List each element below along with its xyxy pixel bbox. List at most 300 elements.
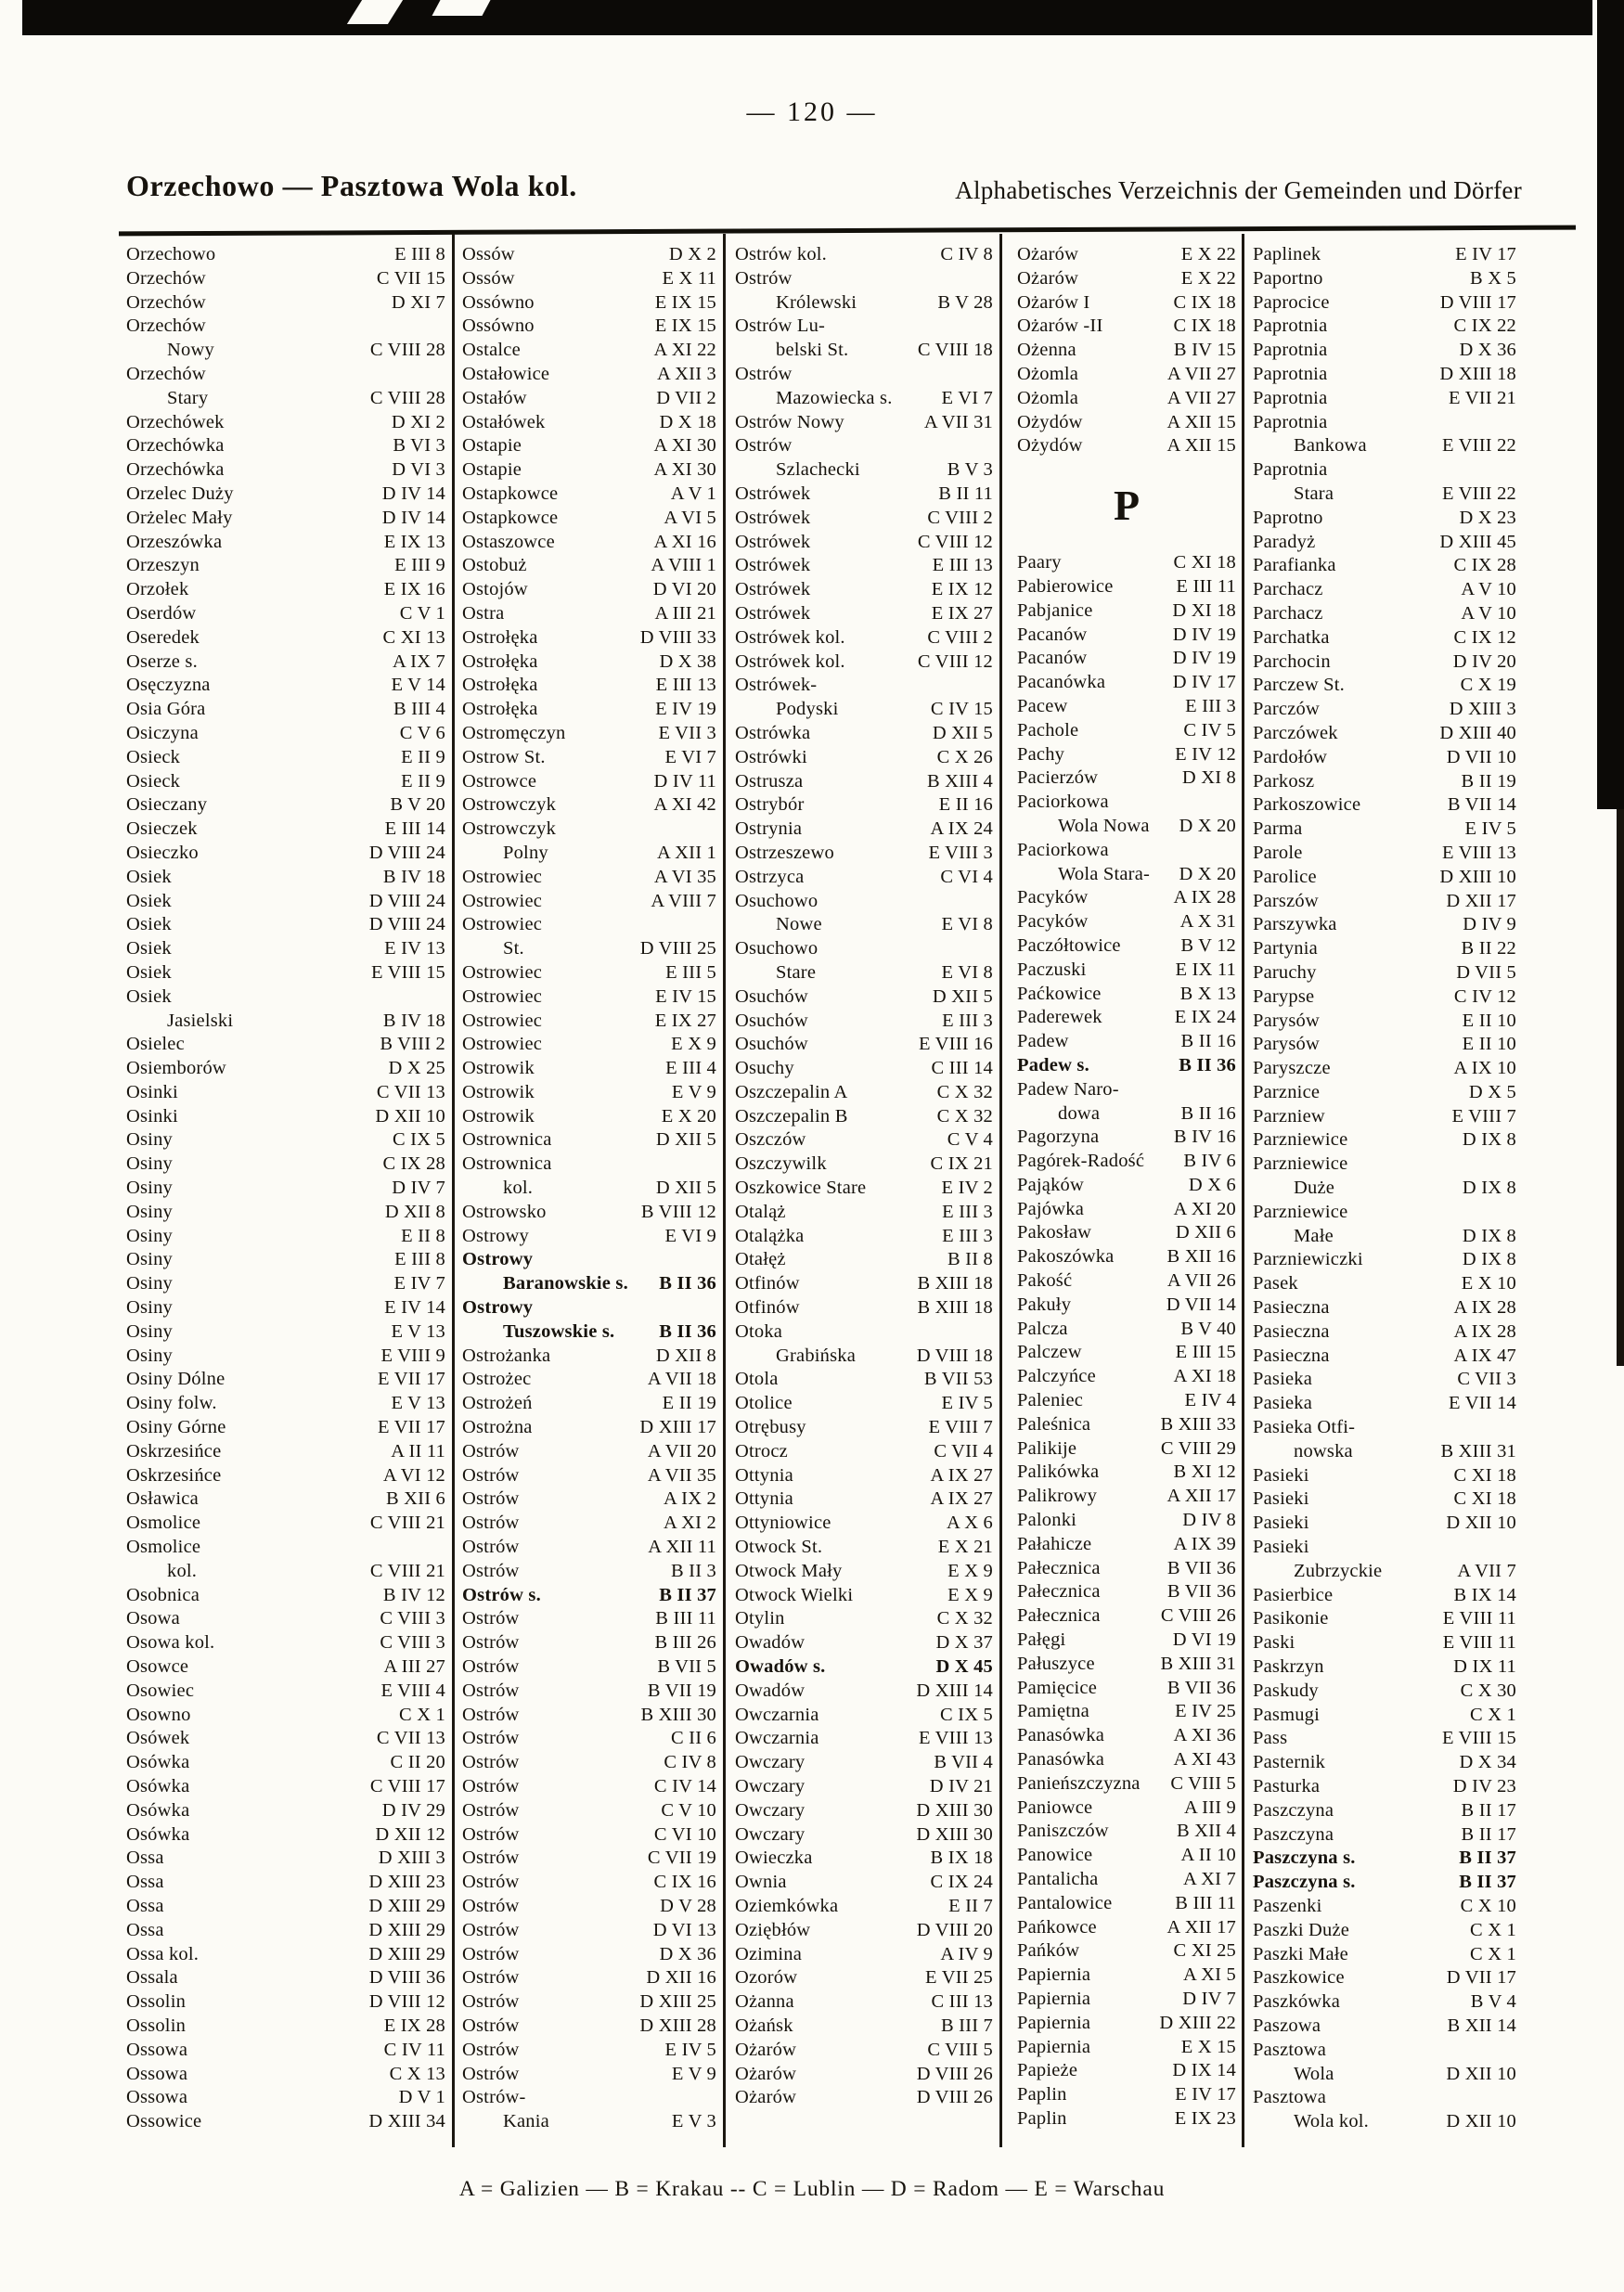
place-name: Osieck bbox=[126, 746, 181, 767]
map-code: A V 1 bbox=[670, 483, 716, 504]
map-code: A XI 18 bbox=[1173, 1366, 1236, 1387]
place-name: Palikrowy bbox=[1017, 1486, 1098, 1507]
map-code: E IX 16 bbox=[383, 579, 445, 600]
index-column-2 bbox=[462, 243, 716, 2134]
place-name: Paprotno bbox=[1253, 507, 1323, 528]
index-row bbox=[735, 1823, 993, 1848]
place-name: Ostrów bbox=[462, 1823, 520, 1845]
place-name: Osielec bbox=[126, 1034, 185, 1055]
index-row bbox=[126, 937, 445, 961]
index-row bbox=[126, 1296, 445, 1320]
index-row bbox=[462, 1966, 716, 1990]
index-row bbox=[1017, 1054, 1236, 1078]
index-row bbox=[1017, 387, 1236, 411]
index-row bbox=[126, 1225, 445, 1249]
place-name: Osiny Górne bbox=[126, 1417, 226, 1438]
index-row bbox=[126, 1345, 445, 1369]
place-name: Ostojów bbox=[462, 579, 528, 600]
index-row bbox=[1253, 1105, 1516, 1129]
map-code: D XIII 30 bbox=[916, 1799, 993, 1821]
place-name: Parolice bbox=[1253, 866, 1317, 887]
map-code: C X 19 bbox=[1460, 675, 1516, 696]
map-code: E VII 17 bbox=[378, 1369, 445, 1390]
map-code: C IX 5 bbox=[392, 1129, 445, 1151]
index-row bbox=[462, 722, 716, 746]
place-name: Ossala bbox=[126, 1967, 178, 1989]
index-row bbox=[1253, 1631, 1516, 1655]
index-row bbox=[1017, 1413, 1236, 1437]
place-name: Parole bbox=[1253, 842, 1303, 863]
map-code: D VI 19 bbox=[1172, 1629, 1236, 1651]
place-name: Pałecznica bbox=[1017, 1605, 1101, 1627]
index-row bbox=[126, 2110, 445, 2134]
place-name: Otfinów bbox=[735, 1297, 800, 1319]
place-name: Otola bbox=[735, 1369, 779, 1390]
place-name: Osiny folw. bbox=[126, 1393, 217, 1414]
index-row bbox=[126, 554, 445, 578]
map-code: C III 14 bbox=[931, 1058, 993, 1079]
map-code: E X 10 bbox=[1461, 1273, 1516, 1294]
place-name: Oszczów bbox=[735, 1129, 806, 1151]
map-code: E III 11 bbox=[1176, 575, 1236, 597]
place-name: Wola bbox=[1294, 2063, 1334, 2084]
map-code: B XIII 31 bbox=[1160, 1653, 1236, 1674]
index-row bbox=[735, 315, 993, 339]
index-row bbox=[462, 1440, 716, 1464]
place-name: Ostrołęka bbox=[462, 626, 538, 648]
index-row bbox=[1017, 886, 1236, 910]
index-row bbox=[735, 1990, 993, 2015]
place-name: Ostrówek bbox=[735, 602, 811, 624]
map-code: B III 11 bbox=[1175, 1892, 1236, 1913]
map-code: C IV 8 bbox=[940, 244, 993, 264]
map-code: E V 14 bbox=[391, 675, 445, 696]
index-row bbox=[462, 1847, 716, 1871]
place-name: Ostrybór bbox=[735, 794, 805, 816]
map-code: D V 28 bbox=[660, 1895, 716, 1916]
map-code: C IX 28 bbox=[382, 1153, 445, 1175]
place-name: Ostapie bbox=[462, 459, 522, 481]
index-row bbox=[1017, 291, 1236, 315]
map-code: C VIII 3 bbox=[380, 1632, 445, 1654]
place-name: Otrocz bbox=[735, 1440, 788, 1461]
map-code: E X 22 bbox=[1180, 244, 1236, 264]
place-name: Osówka bbox=[126, 1776, 190, 1796]
map-code: A VII 35 bbox=[647, 1464, 716, 1486]
map-code: D VII 14 bbox=[1166, 1294, 1236, 1315]
place-name: Ostrów bbox=[462, 1537, 520, 1558]
map-code: C VIII 26 bbox=[1160, 1605, 1236, 1627]
place-name: Osiek bbox=[126, 985, 172, 1007]
place-name: Ostalce bbox=[462, 340, 521, 361]
index-row bbox=[462, 602, 716, 626]
map-code: A XII 15 bbox=[1166, 435, 1236, 457]
place-name: Parzniewiczki bbox=[1253, 1249, 1363, 1270]
place-name: Pabierowice bbox=[1017, 575, 1114, 597]
place-name: Osowno bbox=[126, 1704, 191, 1725]
index-row bbox=[126, 985, 445, 1010]
index-row bbox=[462, 818, 716, 842]
map-code: A III 27 bbox=[383, 1656, 445, 1678]
map-code: D XIII 29 bbox=[368, 1919, 445, 1940]
map-code: D IV 20 bbox=[1452, 650, 1516, 672]
place-name: Otolice bbox=[735, 1393, 793, 1414]
map-code: D XII 5 bbox=[655, 1129, 716, 1151]
map-code: A IV 9 bbox=[940, 1943, 993, 1964]
place-name: Pasieki bbox=[1253, 1537, 1309, 1558]
place-name: Ożomla bbox=[1017, 363, 1079, 384]
map-code: C II 20 bbox=[390, 1752, 445, 1773]
map-code: B VII 36 bbox=[1166, 1677, 1236, 1698]
index-row bbox=[1253, 1775, 1516, 1799]
place-name: Osiny bbox=[126, 1129, 173, 1151]
index-row bbox=[1017, 934, 1236, 959]
index-row bbox=[462, 1296, 716, 1320]
place-name: Paprotnia bbox=[1253, 459, 1328, 481]
index-row bbox=[126, 1392, 445, 1416]
index-row bbox=[1253, 1487, 1516, 1512]
index-row bbox=[1017, 863, 1236, 887]
map-code: A VII 26 bbox=[1166, 1270, 1236, 1292]
place-name: Pagorzyna bbox=[1017, 1127, 1100, 1148]
map-code: B V 4 bbox=[1470, 1991, 1516, 2013]
place-name: Paskudy bbox=[1253, 1680, 1319, 1701]
map-code: C VIII 29 bbox=[1160, 1437, 1236, 1459]
place-name: Paszczyna bbox=[1253, 1823, 1334, 1845]
place-name: Pańkowce bbox=[1017, 1916, 1097, 1938]
index-row bbox=[126, 1487, 445, 1512]
index-row bbox=[1017, 1916, 1236, 1940]
map-code: D XI 7 bbox=[391, 291, 445, 313]
index-row bbox=[462, 387, 716, 411]
column-divider bbox=[452, 234, 455, 2147]
map-code: A VI 35 bbox=[653, 866, 716, 887]
map-code: C VI 10 bbox=[653, 1823, 716, 1845]
place-name: Ozimina bbox=[735, 1943, 802, 1964]
map-code: D XIII 30 bbox=[916, 1823, 993, 1845]
map-code: B II 36 bbox=[1179, 1054, 1236, 1075]
map-code: B VIII 12 bbox=[640, 1201, 716, 1222]
index-row bbox=[462, 267, 716, 291]
index-row bbox=[462, 1057, 716, 1081]
map-code: D VIII 36 bbox=[368, 1967, 445, 1989]
place-name: Ostobuż bbox=[462, 555, 527, 576]
place-name: Ostrożec bbox=[462, 1369, 532, 1390]
map-code: D VII 5 bbox=[1456, 961, 1516, 983]
place-name: Parchocin bbox=[1253, 650, 1331, 672]
index-row bbox=[1253, 1560, 1516, 1584]
index-row bbox=[735, 2015, 993, 2039]
map-code: D X 36 bbox=[1459, 340, 1516, 361]
map-code: A IX 24 bbox=[930, 818, 993, 840]
index-row bbox=[462, 243, 716, 267]
map-code: D VIII 17 bbox=[1439, 291, 1516, 313]
map-code: D X 5 bbox=[1468, 1081, 1516, 1102]
index-row bbox=[735, 1345, 993, 1369]
place-name: Parzniewice bbox=[1253, 1201, 1348, 1222]
map-code: E II 10 bbox=[1462, 1034, 1516, 1055]
place-name: Pałahicze bbox=[1017, 1533, 1092, 1554]
map-code: E IV 17 bbox=[1455, 244, 1516, 264]
place-name: Ostrów Lu- bbox=[735, 315, 826, 337]
place-name: Parma bbox=[1253, 818, 1303, 840]
place-name: Osuchowo bbox=[735, 890, 818, 911]
place-name: Osiemborów bbox=[126, 1058, 226, 1079]
map-code: D XII 10 bbox=[1446, 1513, 1516, 1534]
place-name: Paderewek bbox=[1017, 1007, 1102, 1028]
map-code: B X 5 bbox=[1470, 267, 1516, 289]
index-row bbox=[462, 1272, 716, 1296]
map-code: B II 17 bbox=[1461, 1823, 1516, 1845]
map-code: A IX 27 bbox=[930, 1488, 993, 1510]
place-name: Otwock Wielki bbox=[735, 1584, 854, 1605]
index-row bbox=[462, 866, 716, 890]
map-code: B IV 18 bbox=[382, 1010, 445, 1031]
index-row bbox=[126, 602, 445, 626]
map-code: D IV 23 bbox=[1452, 1776, 1516, 1796]
place-name: Otwock St. bbox=[735, 1537, 823, 1558]
place-name: Ożarów I bbox=[1017, 291, 1090, 313]
section-letter: P bbox=[1113, 481, 1141, 529]
map-code: A IX 28 bbox=[1453, 1320, 1516, 1342]
map-code: E X 11 bbox=[662, 267, 716, 289]
index-row bbox=[126, 2015, 445, 2039]
place-name: Paprotnia bbox=[1253, 315, 1328, 337]
map-code: B V 40 bbox=[1180, 1318, 1236, 1339]
map-code: B XIII 33 bbox=[1160, 1413, 1236, 1435]
index-row bbox=[1253, 1943, 1516, 1967]
map-code: E V 13 bbox=[391, 1393, 445, 1414]
map-code: C VII 19 bbox=[647, 1848, 716, 1869]
place-name: Oziemkówka bbox=[735, 1895, 839, 1916]
index-row bbox=[1253, 2063, 1516, 2087]
place-name: Owczary bbox=[735, 1823, 806, 1845]
place-name: Parzniewice bbox=[1253, 1153, 1348, 1175]
index-row bbox=[462, 1487, 716, 1512]
index-row bbox=[1017, 1533, 1236, 1557]
index-row bbox=[1253, 1727, 1516, 1751]
map-code: B VI 3 bbox=[393, 435, 445, 457]
map-code: D X 23 bbox=[1459, 507, 1516, 528]
place-name: Otylin bbox=[735, 1608, 785, 1629]
index-row bbox=[462, 1895, 716, 1919]
map-code: A VI 12 bbox=[382, 1464, 445, 1486]
place-name: Osinki bbox=[126, 1081, 178, 1102]
index-row bbox=[735, 722, 993, 746]
map-code: C V 10 bbox=[661, 1799, 716, 1821]
map-code: C X 1 bbox=[1470, 1704, 1516, 1725]
map-code: A XI 20 bbox=[1173, 1198, 1236, 1219]
map-code: B XIII 30 bbox=[640, 1704, 716, 1725]
map-code: E III 3 bbox=[1185, 695, 1236, 716]
place-name: Pabjanice bbox=[1017, 599, 1093, 621]
index-row bbox=[735, 363, 993, 387]
map-code: D IV 11 bbox=[653, 770, 716, 792]
place-name: Paplinek bbox=[1253, 244, 1321, 264]
map-code: E X 9 bbox=[671, 1034, 716, 1055]
index-row bbox=[126, 1847, 445, 1871]
map-code: E III 8 bbox=[394, 244, 445, 264]
map-code: E III 13 bbox=[932, 555, 993, 576]
place-name: Ostrów bbox=[462, 1488, 520, 1510]
place-name: Osiny bbox=[126, 1297, 173, 1319]
place-name: Ostrów- bbox=[462, 2087, 526, 2108]
place-name: Paczółtowice bbox=[1017, 934, 1121, 956]
place-name: Palcza bbox=[1017, 1318, 1068, 1339]
index-row bbox=[1253, 2110, 1516, 2134]
index-row bbox=[126, 1248, 445, 1272]
place-name: Ostrów bbox=[462, 1848, 520, 1869]
map-code: E VIII 13 bbox=[1442, 842, 1516, 863]
map-code: D VIII 26 bbox=[916, 2063, 993, 2084]
index-row bbox=[735, 1919, 993, 1943]
map-code: B X 13 bbox=[1179, 983, 1236, 1004]
index-row bbox=[735, 746, 993, 770]
index-row bbox=[462, 985, 716, 1010]
place-name: Ostrożanka bbox=[462, 1345, 551, 1366]
index-row bbox=[735, 1152, 993, 1177]
place-name: Owczary bbox=[735, 1799, 806, 1821]
index-row bbox=[126, 1871, 445, 1895]
place-name: Panasówka bbox=[1017, 1749, 1105, 1771]
place-name: Ostałów bbox=[462, 387, 527, 408]
map-code: C IV 12 bbox=[1453, 985, 1516, 1007]
index-row bbox=[126, 722, 445, 746]
map-code: E IV 14 bbox=[384, 1297, 445, 1319]
place-name: Paszkowice bbox=[1253, 1967, 1345, 1989]
map-code: D IX 14 bbox=[1172, 2060, 1236, 2081]
index-row bbox=[1253, 1033, 1516, 1057]
place-name: Paski bbox=[1253, 1632, 1295, 1654]
index-row bbox=[1253, 1847, 1516, 1871]
index-row bbox=[1017, 766, 1236, 791]
index-row bbox=[735, 483, 993, 507]
map-code: E VII 14 bbox=[1449, 1393, 1516, 1414]
index-row bbox=[1253, 1607, 1516, 1631]
place-name: Paruchy bbox=[1253, 961, 1317, 983]
map-code: E IV 12 bbox=[1175, 743, 1236, 765]
index-row bbox=[1253, 1751, 1516, 1775]
map-code: B II 22 bbox=[1461, 938, 1516, 959]
place-name: Ostrów bbox=[735, 363, 793, 384]
index-row bbox=[126, 1320, 445, 1345]
place-name: Pasztowa bbox=[1253, 2087, 1327, 2108]
index-column-1 bbox=[126, 243, 445, 2134]
place-name: Parczew St. bbox=[1253, 675, 1345, 696]
map-code: C X 32 bbox=[936, 1608, 993, 1629]
place-name: Pałęgi bbox=[1017, 1629, 1066, 1651]
map-code: C VIII 2 bbox=[927, 626, 993, 648]
index-row bbox=[462, 363, 716, 387]
place-name: Ostrów kol. bbox=[735, 244, 828, 264]
map-code: B II 3 bbox=[670, 1560, 716, 1581]
index-row bbox=[1253, 1799, 1516, 1823]
index-row bbox=[1253, 1392, 1516, 1416]
map-code: D VII 10 bbox=[1446, 746, 1516, 767]
place-name: Ostrówki bbox=[735, 746, 807, 767]
place-name: Osowce bbox=[126, 1656, 189, 1678]
place-name: Ostrowiec bbox=[462, 1034, 543, 1055]
place-name: Pańków bbox=[1017, 1940, 1080, 1962]
place-name: Ostrówek kol. bbox=[735, 650, 845, 672]
place-name: Parafianka bbox=[1253, 555, 1336, 576]
index-row bbox=[1253, 818, 1516, 842]
place-name: Ostromęczyn bbox=[462, 722, 566, 743]
index-row bbox=[462, 1704, 716, 1728]
place-name: Pasieczna bbox=[1253, 1320, 1330, 1342]
map-code: E IX 24 bbox=[1174, 1007, 1236, 1028]
index-row bbox=[1017, 1580, 1236, 1604]
index-row bbox=[735, 1704, 993, 1728]
map-code: D IV 14 bbox=[381, 483, 445, 504]
place-name: Ostrowik bbox=[462, 1058, 535, 1079]
index-row bbox=[735, 1943, 993, 1967]
map-code: E IV 5 bbox=[941, 1393, 993, 1414]
index-row bbox=[1253, 961, 1516, 985]
index-row bbox=[1253, 483, 1516, 507]
place-name: Parzniewice bbox=[1253, 1129, 1348, 1151]
index-row bbox=[1017, 1485, 1236, 1509]
place-name: Ożarów bbox=[1017, 267, 1079, 289]
index-row bbox=[462, 1919, 716, 1943]
index-row bbox=[126, 1512, 445, 1536]
map-code: D XIII 40 bbox=[1439, 722, 1516, 743]
place-name: Ostrów bbox=[462, 1943, 520, 1964]
map-code: C IV 11 bbox=[383, 2039, 445, 2060]
place-name: Ostrów bbox=[735, 267, 793, 289]
place-name: Ostrówek bbox=[735, 555, 811, 576]
index-row bbox=[1017, 1245, 1236, 1269]
map-code: D IV 17 bbox=[1172, 672, 1236, 693]
place-name: Paportno bbox=[1253, 267, 1323, 289]
map-code: E VI 8 bbox=[941, 961, 993, 983]
index-row bbox=[1253, 1416, 1516, 1440]
place-name: Paryszcze bbox=[1253, 1058, 1331, 1079]
place-name: Paćkowice bbox=[1017, 983, 1102, 1004]
place-name: Paczuski bbox=[1017, 959, 1087, 980]
map-code: C X 10 bbox=[1460, 1895, 1516, 1916]
place-name: Pasieczna bbox=[1253, 1297, 1330, 1319]
place-name: Ostrów bbox=[462, 1440, 520, 1461]
map-code: B II 17 bbox=[1461, 1799, 1516, 1821]
map-code: E VIII 15 bbox=[1442, 1728, 1516, 1749]
index-row bbox=[1017, 1939, 1236, 1964]
place-name: Pasieki bbox=[1253, 1464, 1309, 1486]
index-row bbox=[1253, 363, 1516, 387]
map-code: C IX 28 bbox=[1453, 555, 1516, 576]
index-row bbox=[735, 626, 993, 650]
index-row bbox=[1017, 1078, 1236, 1102]
index-row bbox=[462, 1248, 716, 1272]
index-row bbox=[126, 1464, 445, 1488]
place-name: Podyski bbox=[776, 699, 839, 720]
place-name: Ostrów bbox=[462, 1895, 520, 1916]
map-code: B VII 5 bbox=[657, 1656, 716, 1678]
index-row bbox=[126, 1536, 445, 1560]
map-code: D IX 8 bbox=[1462, 1129, 1516, 1151]
map-code: B III 4 bbox=[393, 699, 445, 720]
map-code: E II 7 bbox=[948, 1895, 993, 1916]
place-name: Orzechówek bbox=[126, 411, 225, 432]
index-row bbox=[1253, 1152, 1516, 1177]
place-name: Parysów bbox=[1253, 1010, 1321, 1031]
map-code: B XII 14 bbox=[1447, 2015, 1516, 2036]
place-name: Ostrowczyk bbox=[462, 818, 557, 840]
index-row bbox=[126, 267, 445, 291]
place-name: Pakoszówka bbox=[1017, 1246, 1115, 1268]
map-code: A VII 18 bbox=[647, 1369, 716, 1390]
index-row bbox=[126, 793, 445, 818]
